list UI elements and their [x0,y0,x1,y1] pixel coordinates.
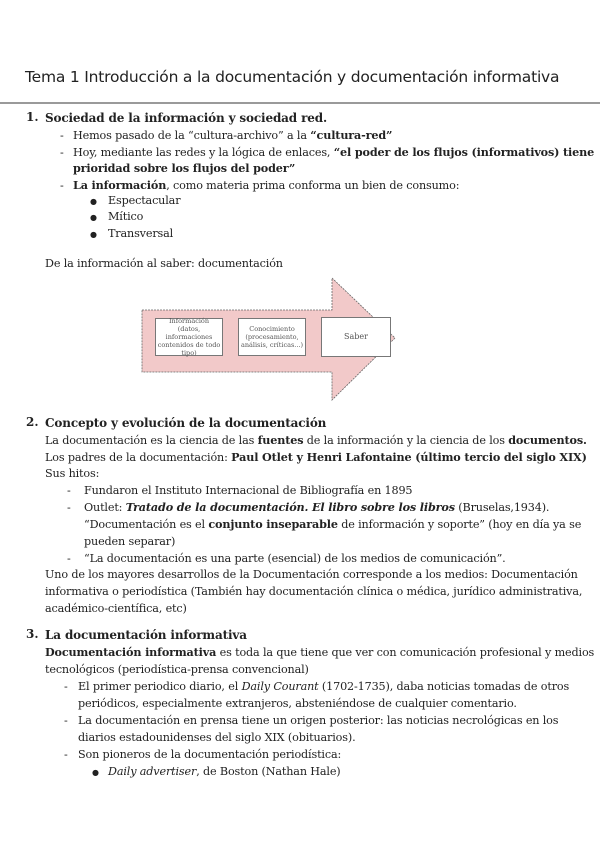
section-heading: La documentación informativa [45,628,247,642]
text-run: pueden separar) [84,535,176,548]
text-run: Uno de los mayores desarrollos de la Documentación corresponde a los medios: Documentación [45,568,578,581]
text-run: La documentación es la ciencia de las [45,434,258,447]
bold-text: Tratado de la documentación. El libro sobre los libros [125,500,455,514]
bullet-icon: ● [90,213,97,222]
bullet-icon: ● [90,230,97,239]
dash-marker: - [64,748,68,761]
list-item-cont [73,160,295,177]
text-run: “Documentación es el [84,518,209,531]
paragraph [45,661,309,678]
italic-text: Daily Courant [241,680,319,693]
text-run: Son pioneros de la documentación periodística: [78,748,342,761]
dash-marker: - [67,484,71,497]
section-number: 1. [26,110,39,124]
diagram-box-information: Información (datos, informaciones contenidos de todo tipo) [155,318,223,356]
bullet-item [108,763,341,780]
section-heading: Sociedad de la información y sociedad red. [45,111,328,125]
text-run: tecnológicos (periodística-prensa convencional) [45,663,309,676]
text-run: Sus hitos: [45,467,100,480]
text-run: El primer periodico diario, el [78,680,242,693]
bullet-icon: ● [90,197,97,206]
text-run: (1702-1735), daba noticias tomadas de otros [318,680,570,693]
list-item [73,127,392,144]
bullet-item: Transversal [108,227,174,240]
bold-text: prioridad sobre los flujos del poder” [73,161,296,175]
text-run: Fundaron el Instituto Internacional de Bibliografía en 1895 [84,484,413,497]
bold-text: documentos. [508,433,587,447]
paragraph [45,583,582,600]
paragraph [45,432,587,449]
list-item [78,746,341,763]
list-item [73,144,594,161]
paragraph [45,600,187,617]
italic-text: Daily advertiser [108,765,197,778]
dash-marker: - [60,179,64,192]
bullet-icon: ● [92,768,99,777]
list-item-cont [84,516,581,533]
text-run: , de Boston (Nathan Hale) [196,765,341,778]
list-item [78,712,558,729]
paragraph [45,449,587,466]
section-number: 3. [26,627,39,641]
bold-text: fuentes [257,433,304,447]
text-run: Outlet: [84,501,126,514]
bold-text: conjunto inseparable [208,517,338,531]
dash-marker: - [60,146,64,159]
dash-marker: - [64,714,68,727]
section-heading: Concepto y evolución de la documentación [45,416,327,430]
text-run: “La documentación es una parte (esencial) de los medios de comunicación”. [84,552,506,565]
paragraph [45,566,578,583]
bullet-item: Mítico [108,210,144,223]
text-run: Hemos pasado de la “cultura-archivo” a la [73,129,311,142]
divider [0,102,600,104]
diagram-box-knowledge: Conocimiento (procesamiento, análisis, críticas...) [238,318,306,356]
text-run: es toda la que tiene que ver con comunicación profesional y medios [216,646,595,659]
bullet-item: Espectacular [108,194,181,207]
text-run: , como materia prima conforma un bien de consumo: [166,179,460,192]
paragraph [45,644,594,661]
text-run: Los padres de la documentación: [45,451,232,464]
dash-marker: - [64,680,68,693]
text-run: La documentación en prensa tiene un origen posterior: las noticias necrológicas en los [78,714,559,727]
diagram-box-saber: Saber [321,317,391,357]
bold-text: La información [73,178,167,192]
page-title: Tema 1 Introducción a la documentación y documentación informativa [25,68,560,86]
information-to-knowledge-diagram [130,275,410,405]
list-item [84,482,412,499]
bold-text: Paul Otlet y Henri Lafontaine (último tercio del siglo XIX) [231,450,587,464]
bold-text: “el poder de los flujos (informativos) tiene [333,145,595,159]
paragraph [45,465,99,482]
list-item [84,499,549,516]
text-run: informativa o periodística (También hay documentación clínica o médica, jurídico administrativa, [45,585,583,598]
text-run: académico-científica, etc) [45,602,187,615]
list-item [78,678,569,695]
text-run: de la información y la ciencia de los [303,434,509,447]
dash-marker: - [67,501,71,514]
section-number: 2. [26,415,39,429]
text-run: (Bruselas,1934). [454,501,550,514]
dash-marker: - [67,552,71,565]
dash-marker: - [60,129,64,142]
text-run: Hoy, mediante las redes y la lógica de enlaces, [73,146,334,159]
text-run: de información y soporte” (hoy en día ya se [337,518,582,531]
bold-text: Documentación informativa [45,645,217,659]
list-item-cont [78,695,517,712]
text-run: diarios estadounidenses del siglo XIX (obituarios). [78,731,356,744]
list-item-cont [78,729,355,746]
paragraph: De la información al saber: documentación [45,257,283,270]
text-run: periódicos, especialmente extranjeros, absteniéndose de cualquier comentario. [78,697,517,710]
list-item [84,550,506,567]
bold-text: “cultura-red” [310,128,393,142]
list-item-cont [84,533,175,550]
